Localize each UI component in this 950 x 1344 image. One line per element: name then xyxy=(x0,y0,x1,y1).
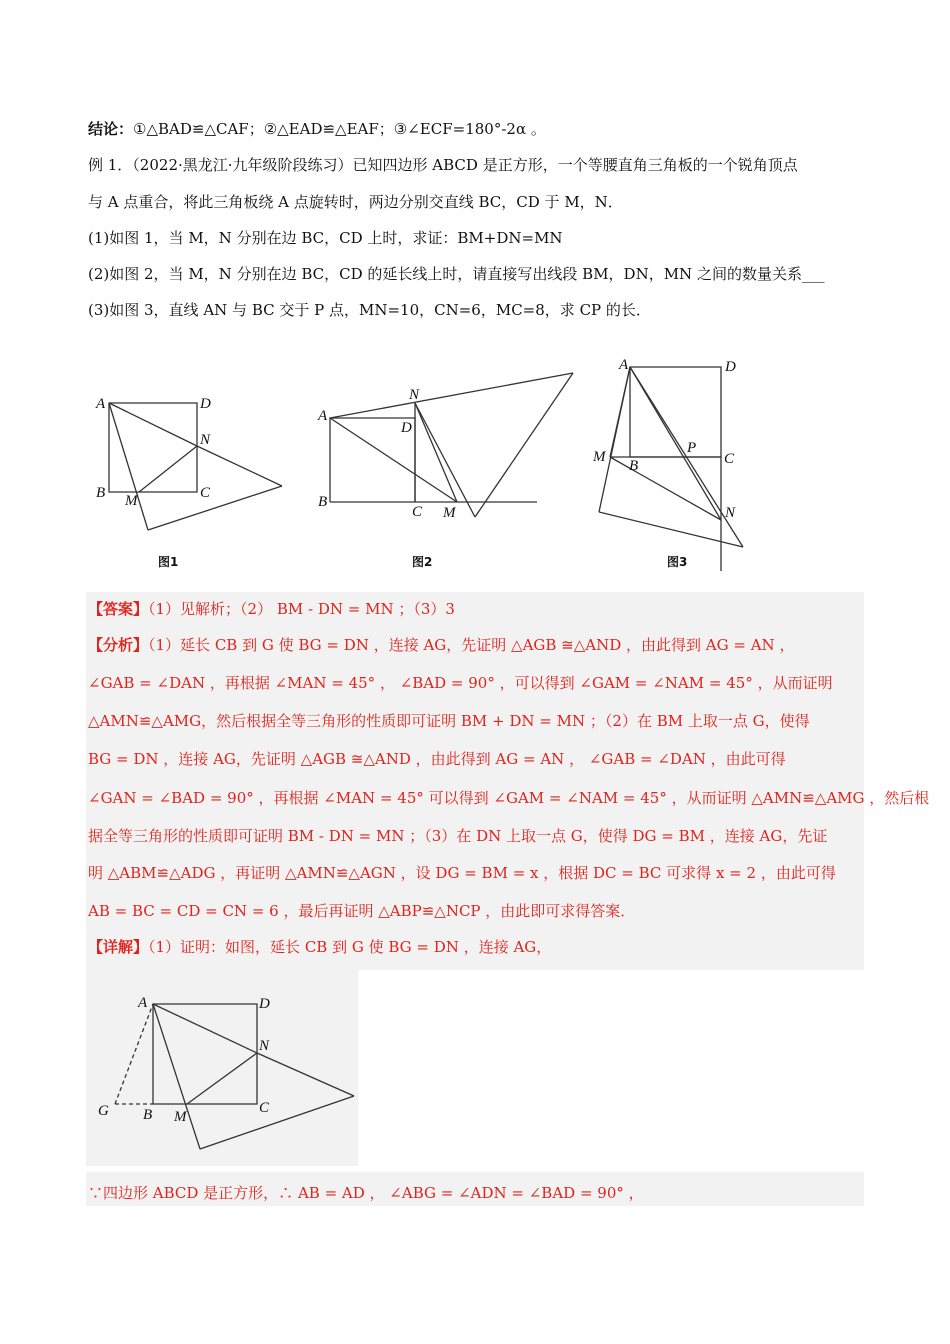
answer-tag: 【答案】 xyxy=(88,600,149,618)
analysis-text-1: （1）延长 CB 到 G 使 BG = DN ，连接 AG，先证明 △AGB ≅△AND ，由此得到 AG = AN ， xyxy=(148,636,795,654)
figure-1 xyxy=(90,390,290,540)
fig3-caption: 图3 xyxy=(667,555,688,569)
fig2-label-A: A xyxy=(318,408,328,424)
fig3-label-C: C xyxy=(724,451,735,467)
fig1-label-D: D xyxy=(200,396,211,412)
example-line-1: 例 1．（2022·黑龙江·九年级阶段练习）已知四边形 ABCD 是正方形，一个等腰直角三角板的一个锐角顶点 xyxy=(88,156,798,174)
fig1-label-A: A xyxy=(96,396,106,412)
fig2-label-N: N xyxy=(409,387,420,403)
analysis-line-1 xyxy=(88,634,794,655)
question-3: (3)如图 3，直线 AN 与 BC 交于 P 点，MN=10，CN=6，MC=8，求 CP 的长． xyxy=(88,301,651,319)
fig3-label-D: D xyxy=(725,359,736,375)
analysis-tag: 【分析】 xyxy=(88,636,149,654)
fig2-label-C: C xyxy=(412,504,423,520)
analysis-line-6: 据全等三角形的性质即可证明 BM - DN = MN ；（3）在 DN 上取一点 G，使得 DG = BM ，连接 AG，先证 xyxy=(88,827,828,845)
figure-4 xyxy=(90,982,360,1162)
fig2-label-D: D xyxy=(401,420,412,436)
detail-last-line: ∵四边形 ABCD 是正方形，∴ AB = AD ， ∠ABG = ∠ADN = ∠BAD = 90° ， xyxy=(88,1184,644,1202)
fig2-label-M: M xyxy=(443,505,456,521)
example-line-2: 与 A 点重合，将此三角板绕 A 点旋转时，两边分别交直线 BC，CD 于 M，N． xyxy=(88,193,623,211)
conclusion-line xyxy=(88,118,546,139)
fig4-label-A: A xyxy=(138,995,148,1011)
answer-line xyxy=(88,598,455,619)
analysis-line-5: ∠GAN = ∠BAD = 90° ，再根据 ∠MAN = 45° 可以得到 ∠GAM = ∠NAM = 45° ，从而证明 △AMN≌△AMG ，然后根 xyxy=(88,789,930,807)
analysis-line-7: 明 △ABM≌△ADG ，再证明 △AMN≌△AGN ，设 DG = BM = x ，根据 DC = BC 可求得 x = 2 ，由此可得 xyxy=(88,864,836,882)
fig4-label-C: C xyxy=(259,1100,270,1116)
question-2: (2)如图 2，当 M，N 分别在边 BC，CD 的延长线上时，请直接写出线段 BM，DN，MN 之间的数量关系___ xyxy=(88,265,825,283)
conclusion-text: ①△BAD≌△CAF；②△EAD≌△EAF；③∠ECF=180°-2α 。 xyxy=(133,120,546,138)
fig3-label-P: P xyxy=(687,440,697,456)
fig4-label-D: D xyxy=(259,996,270,1012)
fig1-label-B: B xyxy=(96,485,106,501)
fig3-label-M: M xyxy=(593,449,606,465)
question-1: (1)如图 1，当 M，N 分别在边 BC，CD 上时，求证：BM+DN=MN xyxy=(88,229,563,247)
fig1-caption: 图1 xyxy=(158,555,179,569)
fig1-label-N: N xyxy=(200,432,211,448)
detail-line xyxy=(88,936,551,957)
answer-text: （1）见解析；（2） BM - DN = MN ；（3）3 xyxy=(148,600,455,618)
fig4-label-G: G xyxy=(98,1103,109,1119)
analysis-line-8: AB = BC = CD = CN = 6 ，最后再证明 △ABP≌△NCP ，由此即可求得答案． xyxy=(88,902,636,920)
fig1-label-M: M xyxy=(125,493,138,509)
analysis-line-4: BG = DN ，连接 AG，先证明 △AGB ≅△AND ，由此得到 AG = AN ， ∠GAB = ∠DAN ，由此可得 xyxy=(88,750,786,768)
conclusion-label: 结论： xyxy=(88,120,134,138)
analysis-line-2: ∠GAB = ∠DAN ，再根据 ∠MAN = 45° ， ∠BAD = 90° ，可以得到 ∠GAM = ∠NAM = 45° ，从而证明 xyxy=(88,674,833,692)
figure-3 xyxy=(585,355,755,575)
fig4-label-B: B xyxy=(143,1107,153,1123)
fig3-label-B: B xyxy=(629,458,639,474)
figure-2 xyxy=(315,370,580,525)
fig3-label-A: A xyxy=(619,357,629,373)
fig3-label-N: N xyxy=(725,505,736,521)
fig4-label-N: N xyxy=(259,1038,270,1054)
fig2-label-B: B xyxy=(318,494,328,510)
fig1-label-C: C xyxy=(200,485,211,501)
analysis-line-3: △AMN≌△AMG，然后根据全等三角形的性质即可证明 BM + DN = MN ；（2）在 BM 上取一点 G，使得 xyxy=(88,712,810,730)
fig4-label-M: M xyxy=(174,1109,187,1125)
fig2-caption: 图2 xyxy=(412,555,433,569)
detail-tag: 【详解】 xyxy=(88,938,149,956)
detail-text: （1）证明：如图，延长 CB 到 G 使 BG = DN ，连接 AG， xyxy=(148,938,552,956)
